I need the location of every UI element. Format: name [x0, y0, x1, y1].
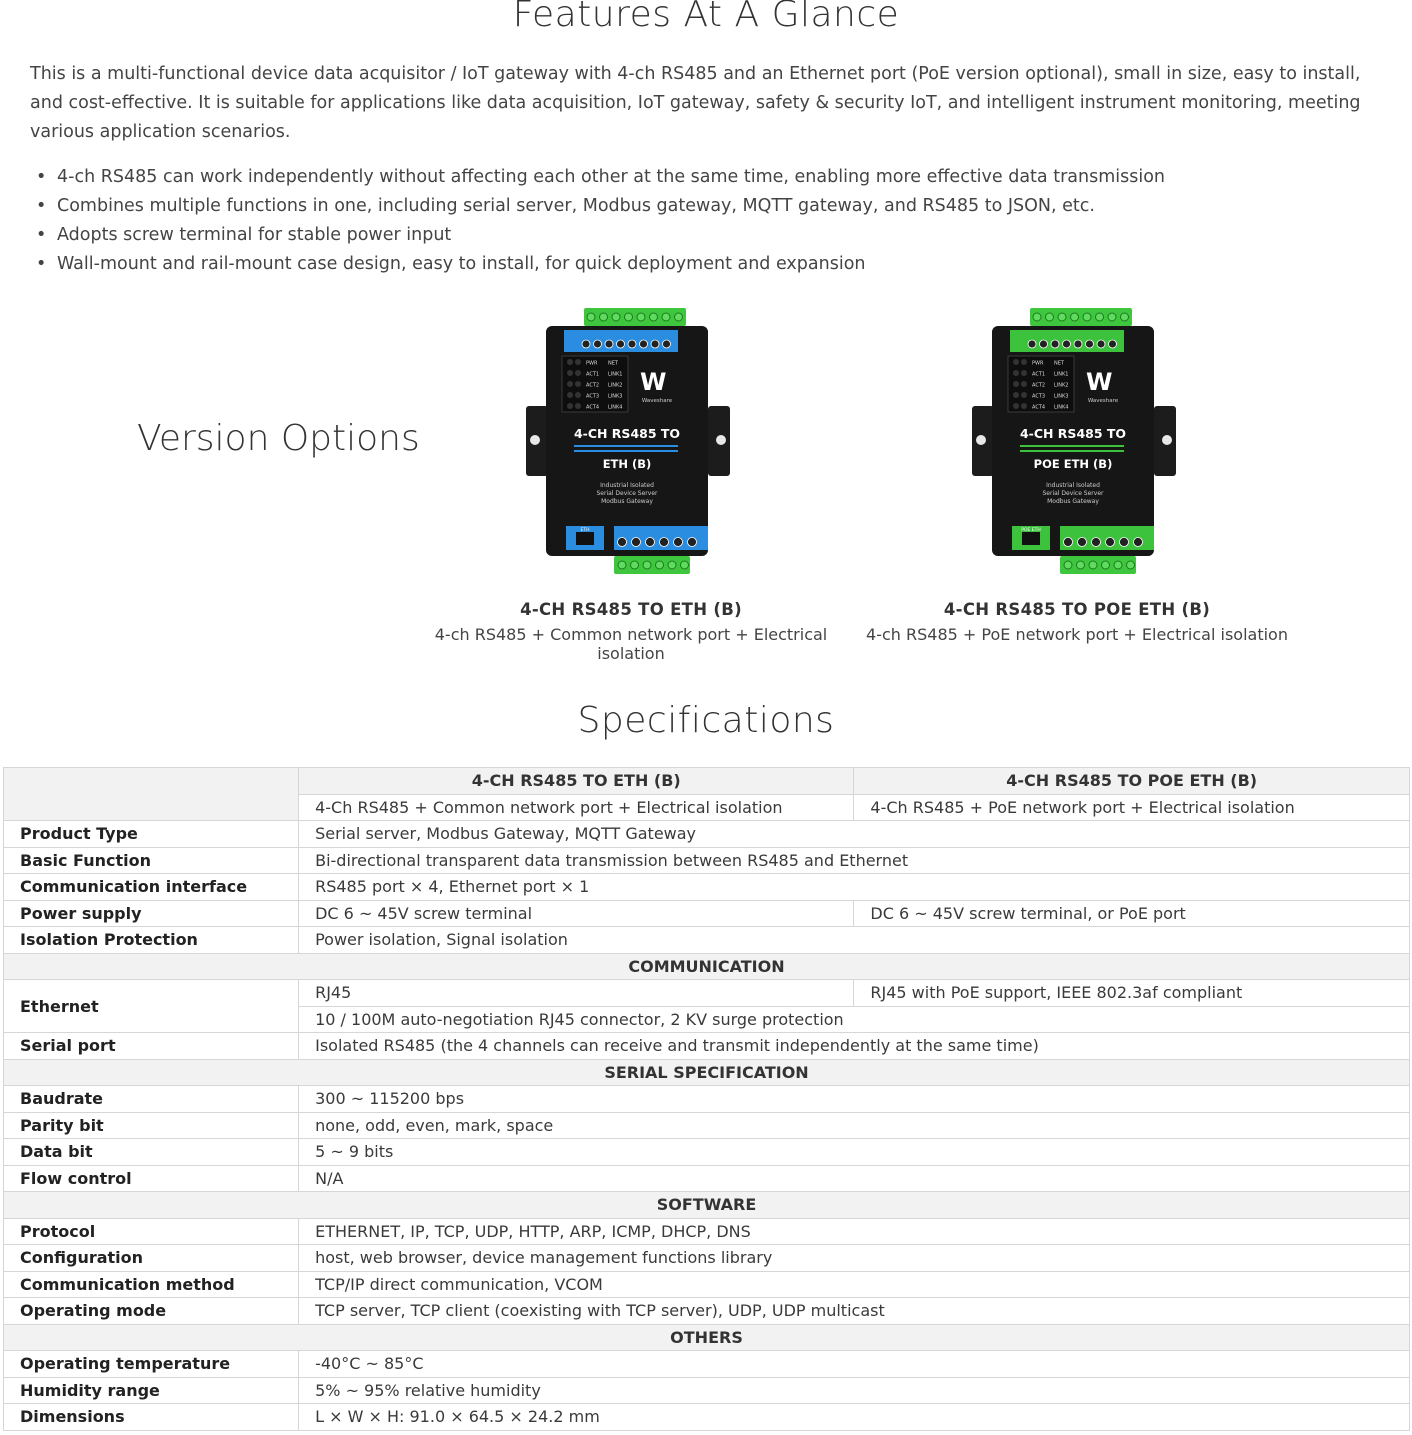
- screw-icon: [1064, 561, 1072, 569]
- row-label: Ethernet: [4, 980, 299, 1033]
- row-label: Basic Function: [4, 847, 299, 874]
- led-label: ACT2: [1032, 382, 1046, 389]
- led-label: NET: [608, 360, 618, 367]
- device-subtitle: Serial Device Server: [1042, 490, 1104, 497]
- screw-icon: [643, 561, 651, 569]
- led-label: ACT4: [586, 404, 600, 411]
- connector-icon: [628, 340, 636, 348]
- led-label: NET: [1054, 360, 1064, 367]
- table-section-header: [4, 1324, 1410, 1351]
- device-subtitle: Industrial Isolated: [1046, 482, 1100, 489]
- connector-icon: [1074, 340, 1082, 348]
- device-image-poe-eth: [972, 300, 1182, 580]
- screw-icon: [637, 313, 645, 321]
- screw-icon: [600, 313, 608, 321]
- connector-icon: [1078, 538, 1087, 547]
- table-row: [4, 1298, 1410, 1325]
- table-cell: host, web browser, device management functions library: [299, 1245, 1410, 1272]
- led-label: LINK4: [1054, 404, 1069, 411]
- table-cell: 5% ~ 95% relative humidity: [299, 1377, 1410, 1404]
- row-label: Communication method: [4, 1271, 299, 1298]
- section-title: SOFTWARE: [4, 1192, 1410, 1219]
- waveshare-logo: W: [640, 368, 667, 396]
- led-icon: [567, 370, 573, 376]
- connector-icon: [640, 340, 648, 348]
- port-label: ETH: [580, 528, 590, 533]
- screw-icon: [656, 561, 664, 569]
- led-label: LINK1: [608, 371, 623, 378]
- led-icon: [567, 403, 573, 409]
- screw-icon: [1089, 561, 1097, 569]
- led-icon: [567, 359, 573, 365]
- product-card-poe-eth: [857, 300, 1297, 644]
- table-cell: N/A: [299, 1165, 1410, 1192]
- table-row: [4, 1377, 1410, 1404]
- row-label: Operating mode: [4, 1298, 299, 1325]
- led-label: ACT4: [1032, 404, 1046, 411]
- led-icon: [1021, 381, 1027, 387]
- screw-icon: [675, 313, 683, 321]
- table-cell: RJ45 with PoE support, IEEE 802.3af compliant: [854, 980, 1410, 1007]
- table-row: [4, 927, 1410, 954]
- brand-name: Waveshare: [641, 398, 673, 404]
- led-icon: [567, 381, 573, 387]
- led-icon: [1013, 403, 1019, 409]
- list-item: • Wall-mount and rail-mount case design, easy to install, for quick deployment and expansion: [30, 250, 1390, 279]
- column-header-poe-eth: 4-CH RS485 TO POE ETH (B): [854, 768, 1410, 795]
- table-cell: 4-Ch RS485 + Common network port + Electrical isolation: [299, 794, 854, 821]
- led-icon: [1021, 370, 1027, 376]
- table-cell: -40°C ~ 85°C: [299, 1351, 1410, 1378]
- device-subtitle: Industrial Isolated: [600, 482, 654, 489]
- list-item: • 4-ch RS485 can work independently without affecting each other at the same time, enabling more effective data transmission: [30, 163, 1390, 192]
- connector-icon: [1064, 538, 1073, 547]
- table-cell: TCP/IP direct communication, VCOM: [299, 1271, 1410, 1298]
- product-description: 4-ch RS485 + Common network port + Electrical isolation: [434, 625, 828, 663]
- row-label: Configuration: [4, 1245, 299, 1272]
- table-row: [4, 980, 1410, 1007]
- led-icon: [575, 359, 581, 365]
- table-row: [4, 1245, 1410, 1272]
- led-icon: [1021, 403, 1027, 409]
- version-options-title: Version Options: [137, 418, 420, 459]
- table-row: [4, 1351, 1410, 1378]
- connector-icon: [1106, 538, 1115, 547]
- device-illustration: [972, 300, 1182, 580]
- table-cell: 5 ~ 9 bits: [299, 1139, 1410, 1166]
- waveshare-logo: W: [1086, 368, 1113, 396]
- row-label: Communication interface: [4, 874, 299, 901]
- list-item: • Combines multiple functions in one, including serial server, Modbus gateway, MQTT gateway, and RS485 to JSON, etc.: [30, 192, 1390, 221]
- device-subtitle: Serial Device Server: [596, 490, 658, 497]
- connector-icon: [688, 538, 697, 547]
- connector-icon: [1086, 340, 1094, 348]
- table-row: [4, 1086, 1410, 1113]
- led-label: LINK3: [608, 393, 623, 400]
- row-label: Dimensions: [4, 1404, 299, 1431]
- features-title: Features At A Glance: [512, 0, 900, 35]
- screw-icon: [587, 313, 595, 321]
- screw-icon: [1058, 313, 1066, 321]
- screw-icon: [1046, 313, 1054, 321]
- row-label: Data bit: [4, 1139, 299, 1166]
- device-illustration: [526, 300, 736, 580]
- connector-icon: [1051, 340, 1059, 348]
- table-row: [4, 900, 1410, 927]
- led-icon: [1013, 370, 1019, 376]
- list-item: • Adopts screw terminal for stable power input: [30, 221, 1390, 250]
- table-row: [4, 874, 1410, 901]
- device-subtitle: Modbus Gateway: [601, 498, 653, 505]
- section-title: COMMUNICATION: [4, 953, 1410, 980]
- table-row: [4, 1033, 1410, 1060]
- table-cell: 300 ~ 115200 bps: [299, 1086, 1410, 1113]
- led-icon: [575, 370, 581, 376]
- table-cell: none, odd, even, mark, space: [299, 1112, 1410, 1139]
- led-icon: [1021, 359, 1027, 365]
- connector-icon: [605, 340, 613, 348]
- screw-icon: [668, 561, 676, 569]
- screw-icon: [1114, 561, 1122, 569]
- led-icon: [1013, 392, 1019, 398]
- table-row: [4, 1139, 1410, 1166]
- table-cell: L × W × H: 91.0 × 64.5 × 24.2 mm: [299, 1404, 1410, 1431]
- device-title-line2: POE ETH (B): [1033, 457, 1113, 471]
- screw-icon: [650, 313, 658, 321]
- led-label: LINK2: [608, 382, 623, 389]
- row-label: Operating temperature: [4, 1351, 299, 1378]
- specifications-title: Specifications: [577, 700, 835, 741]
- connector-icon: [594, 340, 602, 348]
- screw-icon: [681, 561, 689, 569]
- led-label: ACT1: [1032, 371, 1046, 378]
- connector-icon: [651, 340, 659, 348]
- product-name: 4-CH RS485 TO ETH (B): [520, 600, 742, 619]
- connector-icon: [1134, 538, 1143, 547]
- led-icon: [575, 403, 581, 409]
- product-name: 4-CH RS485 TO POE ETH (B): [943, 600, 1211, 619]
- table-row: [4, 768, 1410, 795]
- table-cell: TCP server, TCP client (coexisting with TCP server), UDP, UDP multicast: [299, 1298, 1410, 1325]
- features-intro: This is a multi-functional device data acquisitor / IoT gateway with 4-ch RS485 and an Ethernet port (PoE version optional), small in size, easy to install, and cost-effective. It is suitable for applications like data acquisition, IoT gateway, safety & security IoT, and intelligent instrument monitoring, meeting various application scenarios.: [30, 64, 1361, 142]
- led-icon: [1013, 359, 1019, 365]
- connector-icon: [632, 538, 641, 547]
- led-icon: [1021, 392, 1027, 398]
- screw-icon: [631, 561, 639, 569]
- table-cell: Power isolation, Signal isolation: [299, 927, 1410, 954]
- screw-icon: [1083, 313, 1091, 321]
- screw-icon: [1033, 313, 1041, 321]
- table-cell: Isolated RS485 (the 4 channels can receive and transmit independently at the same time): [299, 1033, 1410, 1060]
- table-row: [4, 1112, 1410, 1139]
- ethernet-jack-icon: [576, 532, 594, 545]
- table-cell: RJ45: [299, 980, 854, 1007]
- screw-icon: [1121, 313, 1129, 321]
- led-label: ACT3: [586, 393, 600, 400]
- ethernet-jack-icon: [1022, 532, 1040, 545]
- table-section-header: [4, 1192, 1410, 1219]
- section-title: OTHERS: [4, 1324, 1410, 1351]
- table-cell: RS485 port × 4, Ethernet port × 1: [299, 874, 1410, 901]
- device-image-eth: [526, 300, 736, 580]
- table-row: [4, 1271, 1410, 1298]
- screw-icon: [618, 561, 626, 569]
- connector-icon: [646, 538, 655, 547]
- device-title-line1: 4-CH RS485 TO: [1019, 426, 1127, 441]
- screw-icon: [662, 313, 670, 321]
- row-label: Isolation Protection: [4, 927, 299, 954]
- connector-icon: [1063, 340, 1071, 348]
- features-list: [30, 163, 1390, 279]
- row-label: Baudrate: [4, 1086, 299, 1113]
- table-cell: 4-Ch RS485 + PoE network port + Electrical isolation: [854, 794, 1410, 821]
- row-label: Power supply: [4, 900, 299, 927]
- screw-icon: [1071, 313, 1079, 321]
- screw-icon: [1102, 561, 1110, 569]
- led-label: PWR: [586, 360, 598, 367]
- led-label: PWR: [1032, 360, 1044, 367]
- led-icon: [575, 381, 581, 387]
- connector-icon: [1097, 340, 1105, 348]
- table-row: [4, 1165, 1410, 1192]
- port-label: POE ETH: [1021, 528, 1041, 533]
- table-row: [4, 847, 1410, 874]
- led-label: LINK1: [1054, 371, 1069, 378]
- table-row: [4, 1404, 1410, 1431]
- row-label: Parity bit: [4, 1112, 299, 1139]
- screw-icon: [1127, 561, 1135, 569]
- screw-icon: [612, 313, 620, 321]
- connector-icon: [1028, 340, 1036, 348]
- table-section-header: [4, 1059, 1410, 1086]
- led-icon: [1013, 381, 1019, 387]
- connector-icon: [1120, 538, 1129, 547]
- table-cell: ETHERNET, IP, TCP, UDP, HTTP, ARP, ICMP, DHCP, DNS: [299, 1218, 1410, 1245]
- table-cell: DC 6 ~ 45V screw terminal, or PoE port: [854, 900, 1410, 927]
- led-label: ACT3: [1032, 393, 1046, 400]
- screw-icon: [1096, 313, 1104, 321]
- table-cell: Bi-directional transparent data transmission between RS485 and Ethernet: [299, 847, 1410, 874]
- connector-icon: [582, 340, 590, 348]
- connector-icon: [660, 538, 669, 547]
- table-cell: 10 / 100M auto-negotiation RJ45 connector, 2 KV surge protection: [299, 1006, 1410, 1033]
- table-cell: DC 6 ~ 45V screw terminal: [299, 900, 854, 927]
- connector-icon: [1040, 340, 1048, 348]
- row-label: Flow control: [4, 1165, 299, 1192]
- connector-icon: [617, 340, 625, 348]
- led-label: ACT1: [586, 371, 600, 378]
- connector-icon: [1092, 538, 1101, 547]
- row-label: Protocol: [4, 1218, 299, 1245]
- table-cell: Serial server, Modbus Gateway, MQTT Gateway: [299, 821, 1410, 848]
- led-icon: [567, 392, 573, 398]
- connector-icon: [618, 538, 627, 547]
- led-label: ACT2: [586, 382, 600, 389]
- table-section-header: [4, 953, 1410, 980]
- row-label: Product Type: [4, 821, 299, 848]
- table-row: [4, 821, 1410, 848]
- brand-name: Waveshare: [1087, 398, 1119, 404]
- connector-icon: [1109, 340, 1117, 348]
- device-title-line2: ETH (B): [602, 457, 652, 471]
- led-label: LINK4: [608, 404, 623, 411]
- led-label: LINK2: [1054, 382, 1069, 389]
- device-title-line1: 4-CH RS485 TO: [573, 426, 681, 441]
- connector-icon: [663, 340, 671, 348]
- screw-icon: [1077, 561, 1085, 569]
- device-subtitle: Modbus Gateway: [1047, 498, 1099, 505]
- product-card-eth: [411, 300, 851, 663]
- section-title: SERIAL SPECIFICATION: [4, 1059, 1410, 1086]
- screw-icon: [625, 313, 633, 321]
- connector-icon: [674, 538, 683, 547]
- column-header-eth: 4-CH RS485 TO ETH (B): [299, 768, 854, 795]
- led-icon: [575, 392, 581, 398]
- row-label: Humidity range: [4, 1377, 299, 1404]
- led-label: LINK3: [1054, 393, 1069, 400]
- specifications-table: [3, 767, 1410, 1431]
- row-label: Serial port: [4, 1033, 299, 1060]
- product-description: 4-ch RS485 + PoE network port + Electrical isolation: [866, 625, 1288, 644]
- screw-icon: [1108, 313, 1116, 321]
- table-row: [4, 1218, 1410, 1245]
